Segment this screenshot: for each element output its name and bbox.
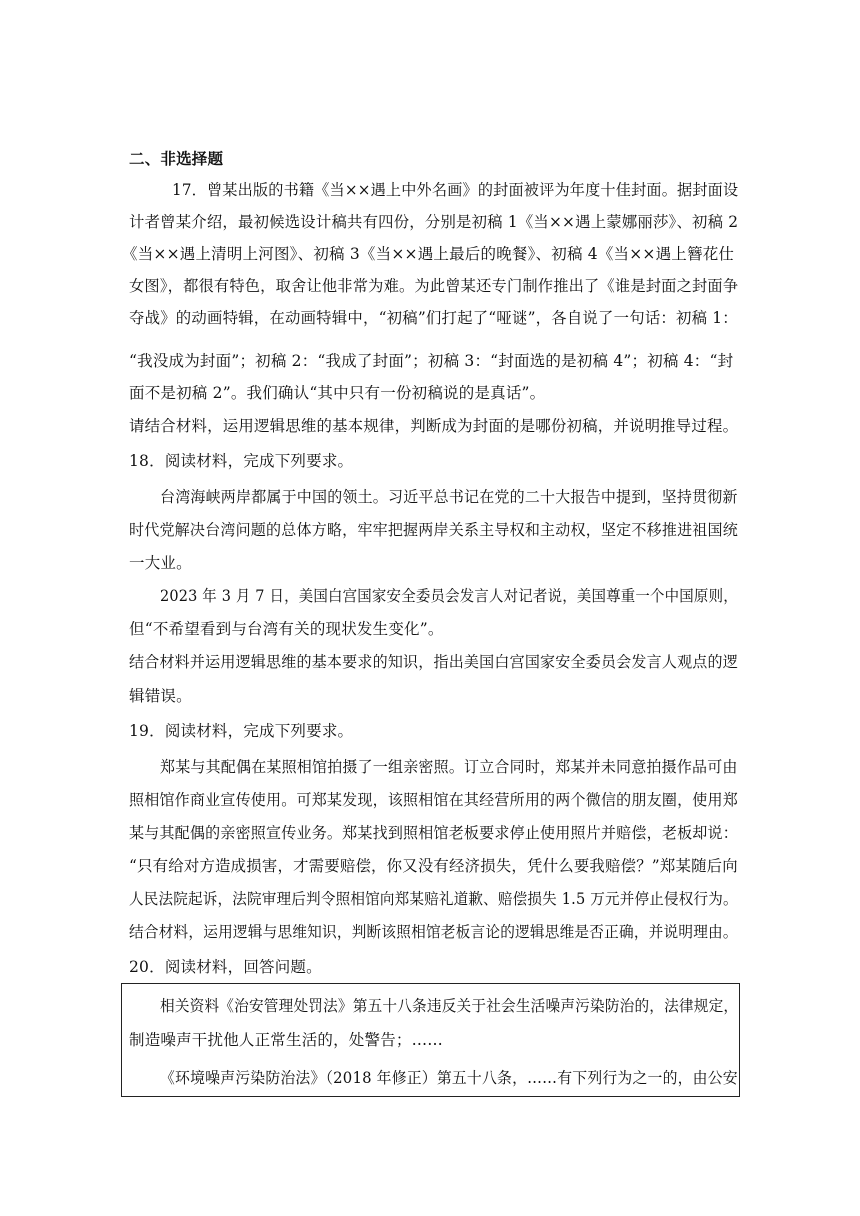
q19-line: 人民法院起诉，法院审理后判令照相馆向郑某赔礼道歉、赔偿损失 1.5 万元并停止侵权行为。 <box>129 890 738 908</box>
q18-line: 但“不希望看到与台湾有关的现状发生变化”。 <box>129 620 444 638</box>
q18-line: 一大业。 <box>129 554 192 572</box>
q18-line: 时代党解决台湾问题的总体方略，牢牢把握两岸关系主导权和主动权，坚定不移推进祖国统 <box>129 521 738 539</box>
q19-line: 郑某与其配偶在某照相馆拍摄了一组亲密照。订立合同时，郑某并未同意拍摄作品可由 <box>160 758 738 776</box>
q19-prompt: 结合材料，运用逻辑与思维知识，判断该照相馆老板言论的逻辑思维是否正确，并说明理由。 <box>129 923 738 941</box>
q17-line: 计者曾某介绍，最初候选设计稿共有四份，分别是初稿 1《当××遇上蒙娜丽莎》、初稿 2 <box>129 213 739 231</box>
q20-title: 20．阅读材料，回答问题。 <box>129 958 322 976</box>
material-box-line: 制造噪声干扰他人正常生活的，处警告；…… <box>129 1031 444 1049</box>
q18-prompt: 结合材料并运用逻辑思维的基本要求的知识，指出美国白宫国家安全委员会发言人观点的逻 <box>129 653 738 671</box>
q18-line: 2023 年 3 月 7 日，美国白宫国家安全委员会发言人对记者说，美国尊重一个中国原则， <box>160 587 738 605</box>
q19-line: 照相馆作商业宣传使用。可郑某发现，该照相馆在其经营所用的两个微信的朋友圈，使用郑 <box>129 791 738 809</box>
q18-line: 台湾海峡两岸都属于中国的领土。习近平总书记在党的二十大报告中提到，坚持贯彻新 <box>160 488 738 506</box>
q18-title: 18．阅读材料，完成下列要求。 <box>129 452 354 470</box>
q17-line: 17．曾某出版的书籍《当××遇上中外名画》的封面被评为年度十佳封面。据封面设 <box>172 181 739 199</box>
material-box-line: 《环境噪声污染防治法》（2018 年修正）第五十八条，……有下列行为之一的，由公安 <box>160 1069 738 1087</box>
q18-prompt: 辑错误。 <box>129 687 192 705</box>
section-heading: 二、非选择题 <box>129 150 224 168</box>
q17-line: 面不是初稿 2”。我们确认“其中只有一份初稿说的是真话”。 <box>129 384 546 402</box>
q17-prompt: 请结合材料，运用逻辑思维的基本规律，判断成为封面的是哪份初稿，并说明推导过程。 <box>129 417 739 435</box>
q17-line: 女图》，都很有特色，取舍让他非常为难。为此曾某还专门制作推出了《谁是封面之封面争 <box>129 277 739 295</box>
q17-line: 夺战》的动画特辑，在动画特辑中，“初稿”们打起了“哑谜”，各自说了一句话：初稿 1： <box>129 309 738 327</box>
q19-line: “只有给对方造成损害，才需要赔偿，你又没有经济损失，凭什么要我赔偿？”郑某随后向 <box>129 857 738 875</box>
q17-line: “我没成为封面”；初稿 2：“我成了封面”；初稿 3：“封面选的是初稿 4”；初稿 4：“封 <box>129 352 734 370</box>
q17-line: 《当××遇上清明上河图》、初稿 3《当××遇上最后的晚餐》、初稿 4《当××遇上簪花仕 <box>122 245 735 263</box>
q19-line: 某与其配偶的亲密照宣传业务。郑某找到照相馆老板要求停止使用照片并赔偿，老板却说： <box>129 824 738 842</box>
q19-title: 19．阅读材料，完成下列要求。 <box>129 722 354 740</box>
material-box-line: 相关资料《治安管理处罚法》第五十八条违反关于社会生活噪声污染防治的，法律规定， <box>160 997 739 1015</box>
